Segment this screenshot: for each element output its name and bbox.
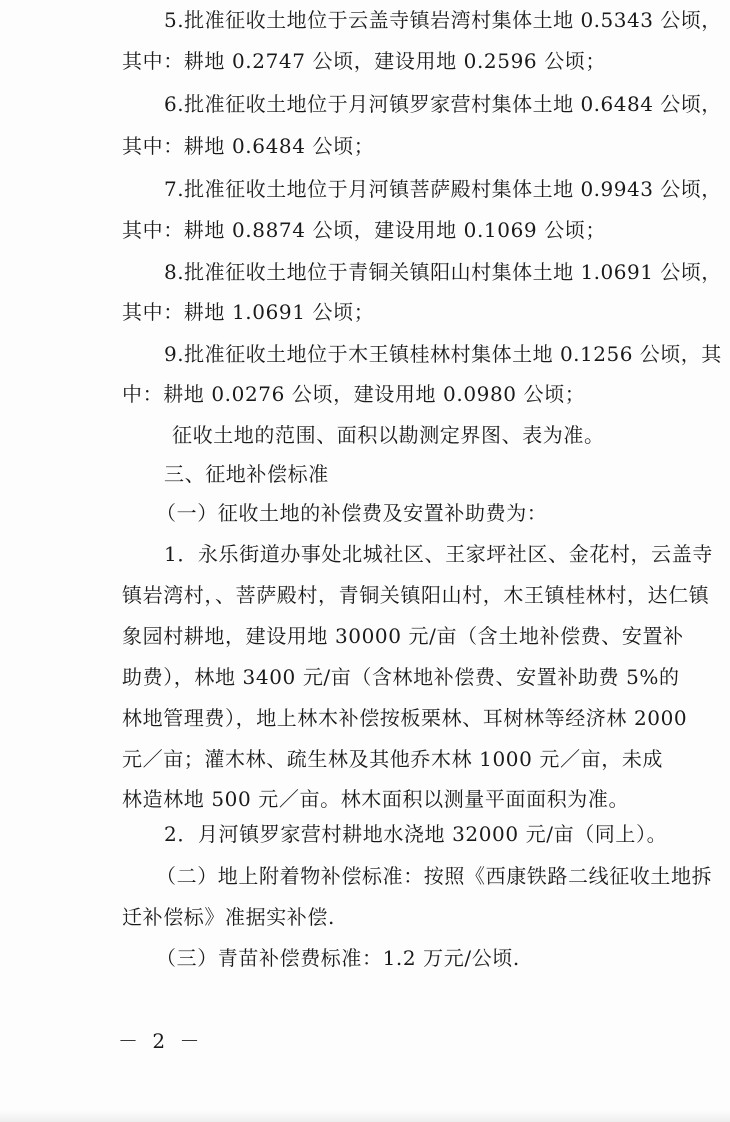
text-line: 1．永乐街道办事处北城社区、王家坪社区、金花村，云盖寺 — [164, 542, 713, 566]
text-line: 元／亩；灌木林、疏生林及其他乔木林 1000 元／亩，未成 — [122, 747, 664, 771]
text-line: 其中：耕地 0.2747 公顷，建设用地 0.2596 公顷； — [122, 49, 606, 73]
text-line: 7.批准征收土地位于月河镇菩萨殿村集体土地 0.9943 公顷， — [164, 177, 722, 201]
subsection-heading: （二）地上附着物补偿标准：按照《西康铁路二线征收土地拆 — [156, 864, 713, 888]
section-heading: 三、征地补偿标准 — [164, 462, 329, 486]
text-line: 镇岩湾村，、菩萨殿村，青铜关镇阳山村，木王镇桂林村，达仁镇 — [122, 583, 710, 607]
text-line: 其中：耕地 0.8874 公顷，建设用地 0.1069 公顷； — [122, 218, 606, 242]
text-line: 象园村耕地，建设用地 30000 元/亩（含土地补偿费、安置补 — [122, 624, 684, 648]
text-line: 8.批准征收土地位于青铜关镇阳山村集体土地 1.0691 公顷， — [164, 260, 722, 284]
page-number: － 2 － — [118, 1029, 204, 1053]
page-edge — [0, 1110, 730, 1122]
text-line: 其中：耕地 0.6484 公顷； — [122, 134, 375, 158]
text-line: 林造林地 500 元／亩。林木面积以测量平面面积为准。 — [122, 787, 630, 811]
text-line: 迁补偿标》准据实补偿. — [122, 905, 335, 929]
text-line: 9.批准征收土地位于木王镇桂林村集体土地 0.1256 公顷，其 — [164, 342, 722, 366]
text-line: 其中：耕地 1.0691 公顷； — [122, 300, 375, 324]
subsection-heading: （一）征收土地的补偿费及安置补助费为： — [156, 501, 548, 525]
text-line: 助费），林地 3400 元/亩（含林地补偿费、安置补助费 5%的 — [122, 665, 680, 689]
text-line: 5.批准征收土地位于云盖寺镇岩湾村集体土地 0.5343 公顷， — [164, 8, 722, 32]
subsection-heading: （三）青苗补偿费标准：1.2 万元/公顷. — [156, 946, 520, 970]
text-line: 6.批准征收土地位于月河镇罗家营村集体土地 0.6484 公顷， — [164, 92, 722, 116]
text-line: 征收土地的范围、面积以勘测定界图、表为准。 — [172, 423, 605, 447]
text-line: 2．月河镇罗家营村耕地水浇地 32000 元/亩（同上）。 — [164, 822, 668, 846]
text-line: 林地管理费），地上林木补偿按板栗林、耳树林等经济林 2000 — [122, 706, 688, 730]
text-line: 中：耕地 0.0276 公顷，建设用地 0.0980 公顷； — [122, 382, 586, 406]
